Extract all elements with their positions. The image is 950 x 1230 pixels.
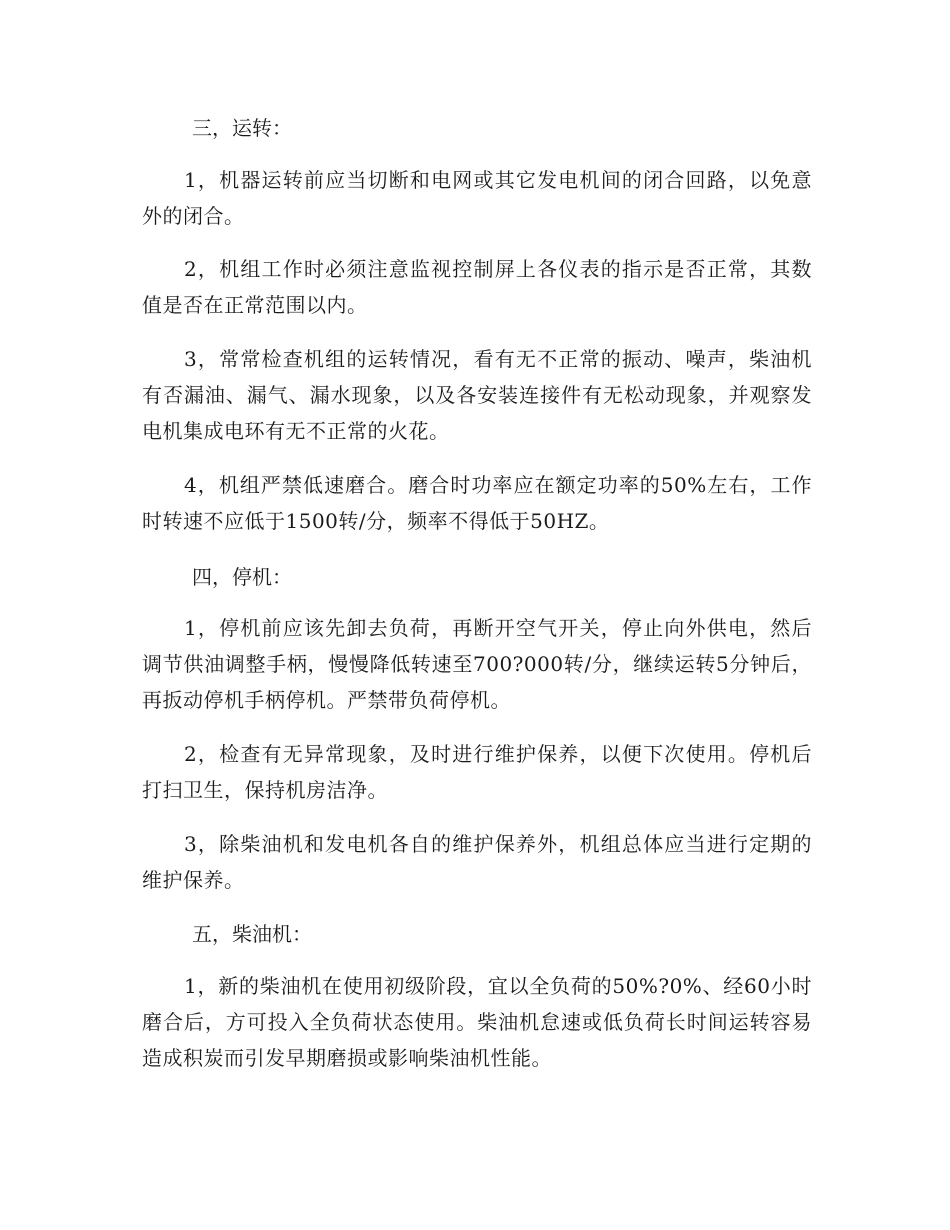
- paragraph-diesel-engine-1: 1，新的柴油机在使用初级阶段，宜以全负荷的50%?0%、经60小时磨合后，方可投入全负荷状态使用。柴油机怠速或低负荷长时间运转容易造成积炭而引发早期磨损或影响柴油机性能。: [142, 974, 812, 1070]
- paragraph-operation-4: 4，机组严禁低速磨合。磨合时功率应在额定功率的50%左右，工作时转速不应低于1500转/分，频率不得低于50HZ。: [142, 473, 812, 533]
- paragraph-operation-2: 2，机组工作时必须注意监视控制屏上各仪表的指示是否正常，其数值是否在正常范围以内。: [142, 257, 812, 317]
- paragraph-operation-1: 1，机器运转前应当切断和电网或其它发电机间的闭合回路，以免意外的闭合。: [142, 168, 812, 228]
- paragraph-operation-3: 3，常常检查机组的运转情况，看有无不正常的振动、噪声，柴油机有否漏油、漏气、漏水现象，以及各安装连接件有无松动现象，并观察发电机集成电环有无不正常的火花。: [142, 347, 812, 443]
- paragraph-shutdown-1: 1，停机前应该先卸去负荷，再断开空气开关，停止向外供电，然后调节供油调整手柄，慢慢降低转速至700?000转/分，继续运转5分钟后，再扳动停机手柄停机。严禁带负荷停机。: [142, 616, 812, 712]
- section-heading-diesel-engine: 五，柴油机：: [192, 922, 312, 946]
- section-heading-shutdown: 四，停机：: [192, 565, 292, 589]
- paragraph-shutdown-2: 2，检查有无异常现象，及时进行维护保养，以便下次使用。停机后打扫卫生，保持机房洁净。: [142, 742, 812, 802]
- section-heading-operation: 三，运转：: [192, 116, 292, 140]
- paragraph-shutdown-3: 3，除柴油机和发电机各自的维护保养外，机组总体应当进行定期的维护保养。: [142, 832, 812, 892]
